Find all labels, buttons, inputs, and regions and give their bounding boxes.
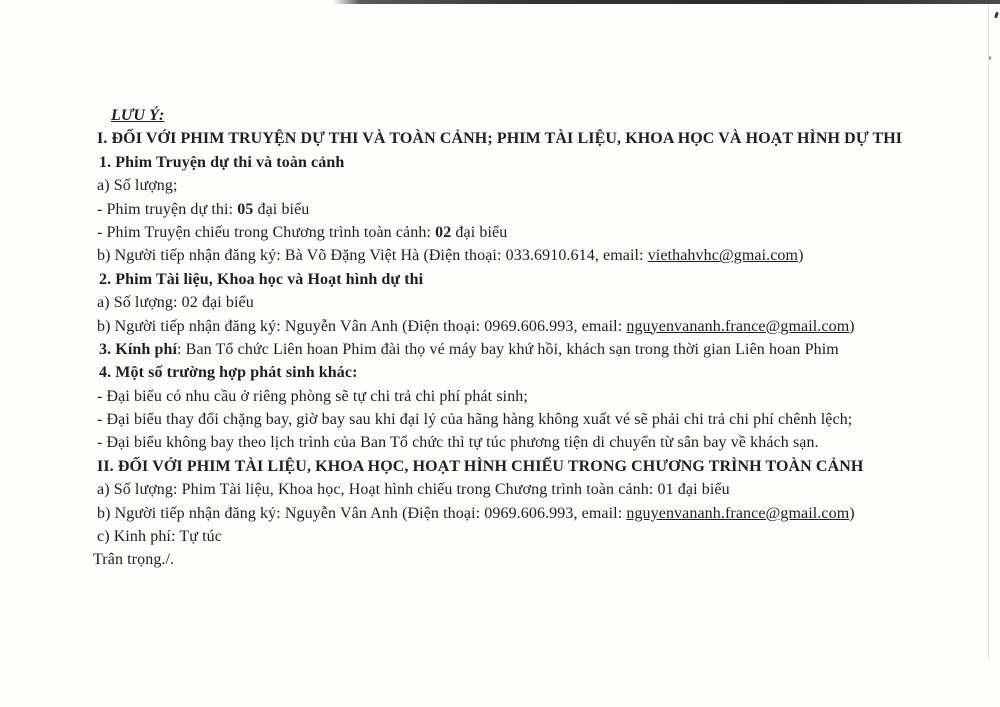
item-contact-person-2 (97, 315, 977, 338)
text-segment: đại biểu (253, 200, 310, 218)
email-text: viethahvhc@gmai.com (647, 247, 799, 265)
email-text: nguyenvananh.france@gmail.com (626, 504, 850, 522)
text-segment: - Đại biểu không bay theo lịch trình của Ban Tổ chức thì tự túc phương tiện di chuyển từ sân bay về khách sạn. (97, 434, 819, 452)
item-quantity-2 (97, 291, 977, 314)
text-segment: ) (798, 247, 804, 265)
text-segment: - Đại biểu thay đổi chặng bay, giờ bay sau khi đại lý của hãng hàng không xuất vé sẽ phải chi trả chi phí chênh lệch; (97, 411, 853, 429)
section-heading-1 (97, 127, 977, 150)
scan-artifact-ink-speck (989, 56, 992, 60)
heading-text: II. ĐỐI VỚI PHIM TÀI LIỆU, KHOA HỌC, HOẠT HÌNH CHIẾU TRONG CHƯƠNG TRÌNH TOÀN CẢNH (97, 457, 864, 475)
subsection-1-2 (99, 268, 977, 291)
item-extra-cost-3 (97, 431, 977, 454)
text-segment: ) (849, 317, 855, 335)
item-extra-cost-2 (97, 408, 977, 431)
text-segment: Trân trọng./. (93, 551, 175, 569)
text-segment: a) Số lượng: 02 đại biểu (97, 294, 254, 312)
scan-artifact-ink-speck (994, 12, 999, 19)
subsection-1-3 (99, 338, 977, 361)
subheading-text: 3. Kính phí (99, 340, 178, 358)
note-title-text: LƯU Ý: (111, 107, 165, 124)
item-extra-cost-1 (97, 385, 977, 408)
subsection-1-4 (99, 361, 977, 384)
item-quantity-label (97, 174, 977, 197)
text-segment: b) Người tiếp nhận đăng ký: Nguyễn Vân Anh (Điện thoại: 0969.606.993, email: (97, 317, 627, 335)
delegate-count: 02 (435, 223, 452, 241)
text-segment: - Phim truyện dự thi: (97, 200, 238, 218)
subheading-text: 4. Một số trường hợp phát sinh khác: (99, 364, 358, 382)
subheading-text: 1. Phim Truyện dự thi và toàn cảnh (99, 153, 345, 171)
heading-text: I. ĐỐI VỚI PHIM TRUYỆN DỰ THI VÀ TOÀN CẢNH; PHIM TÀI LIỆU, KHOA HỌC VÀ HOẠT HÌNH DỰ THI (97, 130, 903, 148)
text-segment: b) Người tiếp nhận đăng ký: Bà Võ Đặng Việt Hà (Điện thoại: 033.6910.614, email: (97, 247, 648, 265)
text-segment: ) (849, 504, 855, 522)
text-segment: - Phim Truyện chiếu trong Chương trình toàn cảnh: (97, 223, 436, 241)
delegate-count: 05 (237, 200, 254, 218)
section-heading-2 (97, 455, 977, 478)
item-quantity-3 (97, 478, 977, 501)
item-feature-film-panorama (97, 221, 977, 244)
scan-artifact-right-line (988, 4, 989, 659)
text-segment: a) Số lượng: Phim Tài liệu, Khoa học, Hoạt hình chiếu trong Chương trình toàn cảnh: 01 đại biểu (97, 481, 730, 499)
subheading-text: 2. Phim Tài liệu, Khoa học và Hoạt hình dự thi (99, 270, 424, 288)
subsection-1-1 (99, 151, 977, 174)
closing-line (93, 548, 977, 571)
scan-artifact-top-bar (333, 0, 1000, 4)
text-segment: đại biểu (451, 223, 508, 241)
item-funding (97, 525, 977, 548)
item-contact-person-1 (97, 244, 977, 267)
item-contact-person-3 (97, 502, 977, 525)
text-segment: : Ban Tổ chức Liên hoan Phim đài thọ vé máy bay khứ hồi, khách sạn trong thời gian Liên hoan Phim (177, 340, 839, 358)
email-text: nguyenvananh.france@gmail.com (626, 317, 850, 335)
text-segment: b) Người tiếp nhận đăng ký: Nguyễn Vân Anh (Điện thoại: 0969.606.993, email: (97, 504, 627, 522)
text-segment: c) Kinh phí: Tự túc (97, 528, 222, 546)
text-segment: a) Số lượng; (97, 177, 178, 195)
note-title (111, 104, 977, 127)
text-segment: - Đại biểu có nhu cầu ở riêng phòng sẽ tự chi trả chi phí phát sinh; (97, 387, 528, 405)
document-body (93, 104, 977, 572)
item-feature-film-contest (97, 198, 977, 221)
